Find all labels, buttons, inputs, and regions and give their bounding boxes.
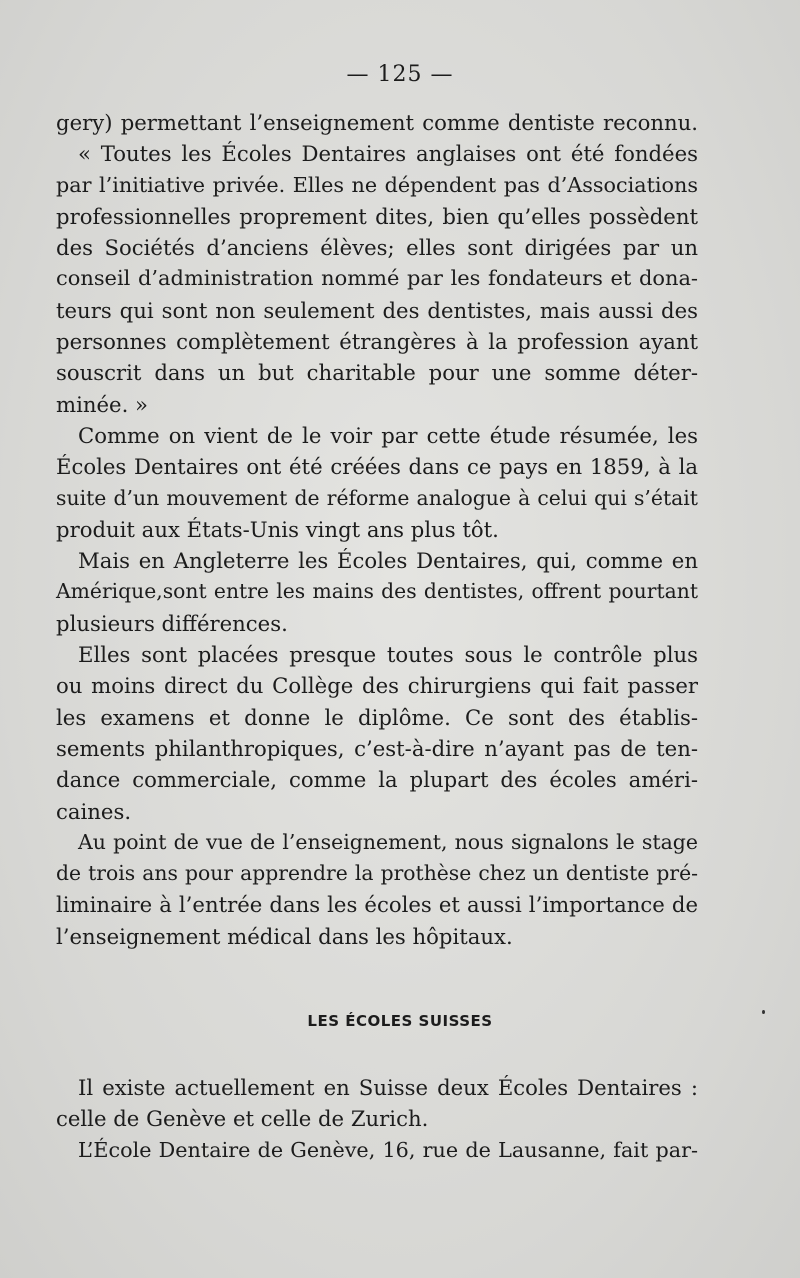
text-line: souscrit dans un but charitable pour une somme déter- (56, 360, 698, 386)
text-line: dance commerciale, comme la plupart des écoles améri- (56, 767, 698, 793)
text-line: teurs qui sont non seulement des dentistes, mais aussi des (56, 297, 698, 323)
text-line: personnes complètement étrangères à la profession ayant (56, 329, 698, 355)
text-line: L’École Dentaire de Genève, 16, rue de Lausanne, fait par- (78, 1137, 698, 1162)
text-line: Écoles Dentaires ont été créées dans ce pays en 1859, à la (56, 454, 698, 480)
section-text-block (56, 1072, 698, 1166)
text-line: Amérique,sont entre les mains des dentistes, offrent pourtant (56, 579, 698, 604)
text-line: celle de Genève et celle de Zurich. (56, 1106, 429, 1132)
text-line: minée. » (56, 391, 149, 417)
text-line: des Sociétés d’anciens élèves; elles sont dirigées par un (56, 235, 698, 261)
text-line: « Toutes les Écoles Dentaires anglaises ont été fondées (78, 141, 698, 167)
text-line: l’enseignement médical dans les hôpitaux. (56, 923, 513, 949)
text-line: Il existe actuellement en Suisse deux Écoles Dentaires : (78, 1075, 698, 1100)
text-line: Mais en Angleterre les Écoles Dentaires, qui, comme en (78, 548, 698, 574)
text-line: liminaire à l’entrée dans les écoles et aussi l’importance de (56, 892, 698, 918)
text-line: gery) permettant l’enseignement comme dentiste reconnu. (56, 110, 698, 135)
page-number: — 125 — (346, 62, 454, 87)
text-line: Comme on vient de le voir par cette étude résumée, les (78, 422, 698, 448)
text-line: sements philanthropiques, c’est-à-dire n’ayant pas de ten- (56, 735, 698, 761)
text-line: de trois ans pour apprendre la prothèse chez un dentiste pré- (56, 861, 698, 886)
ink-speck (762, 1010, 765, 1014)
text-line: conseil d’administration nommé par les fondateurs et dona- (56, 266, 698, 291)
text-line: ou moins direct du Collège des chirurgiens qui fait passer (56, 673, 698, 699)
text-line: Au point de vue de l’enseignement, nous signalons le stage (78, 829, 698, 854)
section-heading: LES ÉCOLES SUISSES (307, 1012, 493, 1030)
main-text-block (56, 107, 698, 952)
text-line: les examens et donne le diplôme. Ce sont des établis- (56, 704, 698, 730)
text-line: produit aux États-Unis vingt ans plus tôt. (56, 516, 499, 542)
text-line: plusieurs différences. (56, 610, 288, 636)
text-line: caines. (56, 798, 132, 824)
text-line: par l’initiative privée. Elles ne dépendent pas d’Associations (56, 172, 698, 197)
text-line: suite d’un mouvement de réforme analogue à celui qui s’était (56, 485, 698, 510)
text-line: professionnelles proprement dites, bien qu’elles possèdent (56, 203, 698, 229)
text-line: Elles sont placées presque toutes sous le contrôle plus (78, 642, 698, 668)
